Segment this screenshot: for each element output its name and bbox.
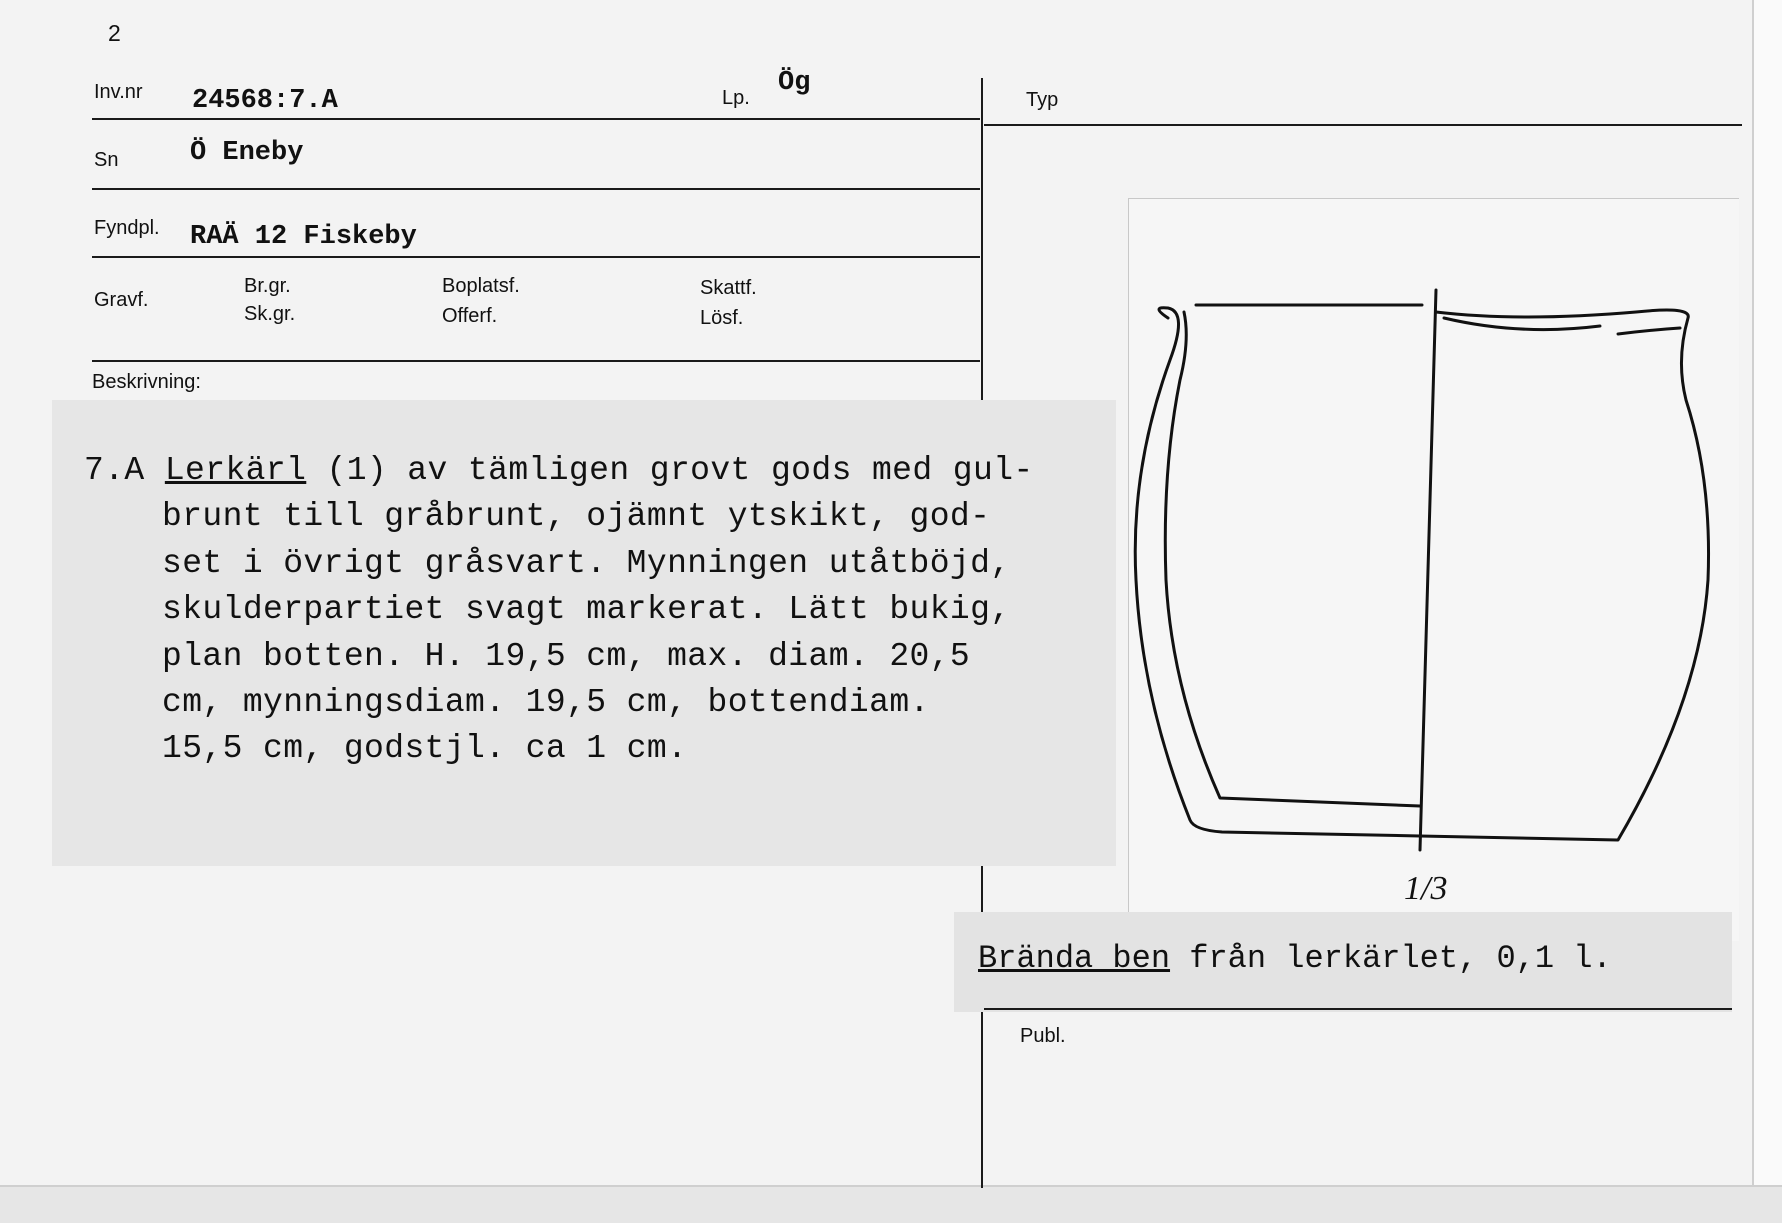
pot-center-axis xyxy=(1420,290,1436,850)
fyndpl-value: RAÄ 12 Fiskeby xyxy=(190,222,417,252)
offerf-label: Offerf. xyxy=(442,305,498,327)
rule-bones xyxy=(984,1008,1732,1010)
description-prefix: 7.A xyxy=(84,452,145,489)
skgr-label: Sk.gr. xyxy=(244,303,296,325)
description-line-6: cm, mynningsdiam. 19,5 cm, bottendiam. xyxy=(162,684,930,722)
description-line-5: plan botten. H. 19,5 cm, max. diam. 20,5 xyxy=(162,637,971,675)
pot-left-profile-inner xyxy=(1165,312,1420,806)
publ-label: Publ. xyxy=(1020,1025,1066,1047)
pot-right-rim-curve xyxy=(1444,318,1600,330)
card-number: 2 xyxy=(108,20,121,46)
description-line-4: skulderpartiet svagt markerat. Lätt bukig, xyxy=(162,591,1011,629)
burnt-bones-text xyxy=(978,940,1612,977)
lp-label: Lp. xyxy=(722,87,750,109)
description-line-2: brunt till gråbrunt, ojämnt ytskikt, god- xyxy=(162,498,991,536)
description-line-3: set i övrigt gråsvart. Mynningen utåtböjd, xyxy=(162,544,1011,582)
inv-label: Inv.nr xyxy=(94,81,143,103)
gravf-label: Gravf. xyxy=(94,289,149,311)
lp-value: Ög xyxy=(778,68,811,98)
sn-label: Sn xyxy=(94,149,119,171)
typ-label: Typ xyxy=(1026,89,1059,111)
description-line-7: 15,5 cm, godstjl. ca 1 cm. xyxy=(162,730,688,768)
inv-value: 24568:7.A xyxy=(192,86,338,116)
sn-value: Ö Eneby xyxy=(190,138,304,168)
boplatsf-label: Boplatsf. xyxy=(442,275,520,297)
pot-right-rim-curve-2 xyxy=(1618,328,1680,334)
fyndpl-label: Fyndpl. xyxy=(94,217,160,239)
drawing-scale: 1/3 xyxy=(1404,870,1448,907)
beskrivning-label: Beskrivning: xyxy=(92,371,201,393)
brgr-label: Br.gr. xyxy=(244,275,291,297)
losf-label: Lösf. xyxy=(700,307,744,329)
burnt-bones-rest: från lerkärlet, 0,1 l. xyxy=(1170,940,1612,977)
pot-right-profile xyxy=(1420,310,1709,840)
description-first-rest: (1) av tämligen grovt gods med gul- xyxy=(306,452,1034,489)
skattf-label: Skattf. xyxy=(700,277,757,299)
burnt-bones-underlined: Brända ben xyxy=(978,940,1171,977)
description-title: Lerkärl xyxy=(164,452,307,489)
